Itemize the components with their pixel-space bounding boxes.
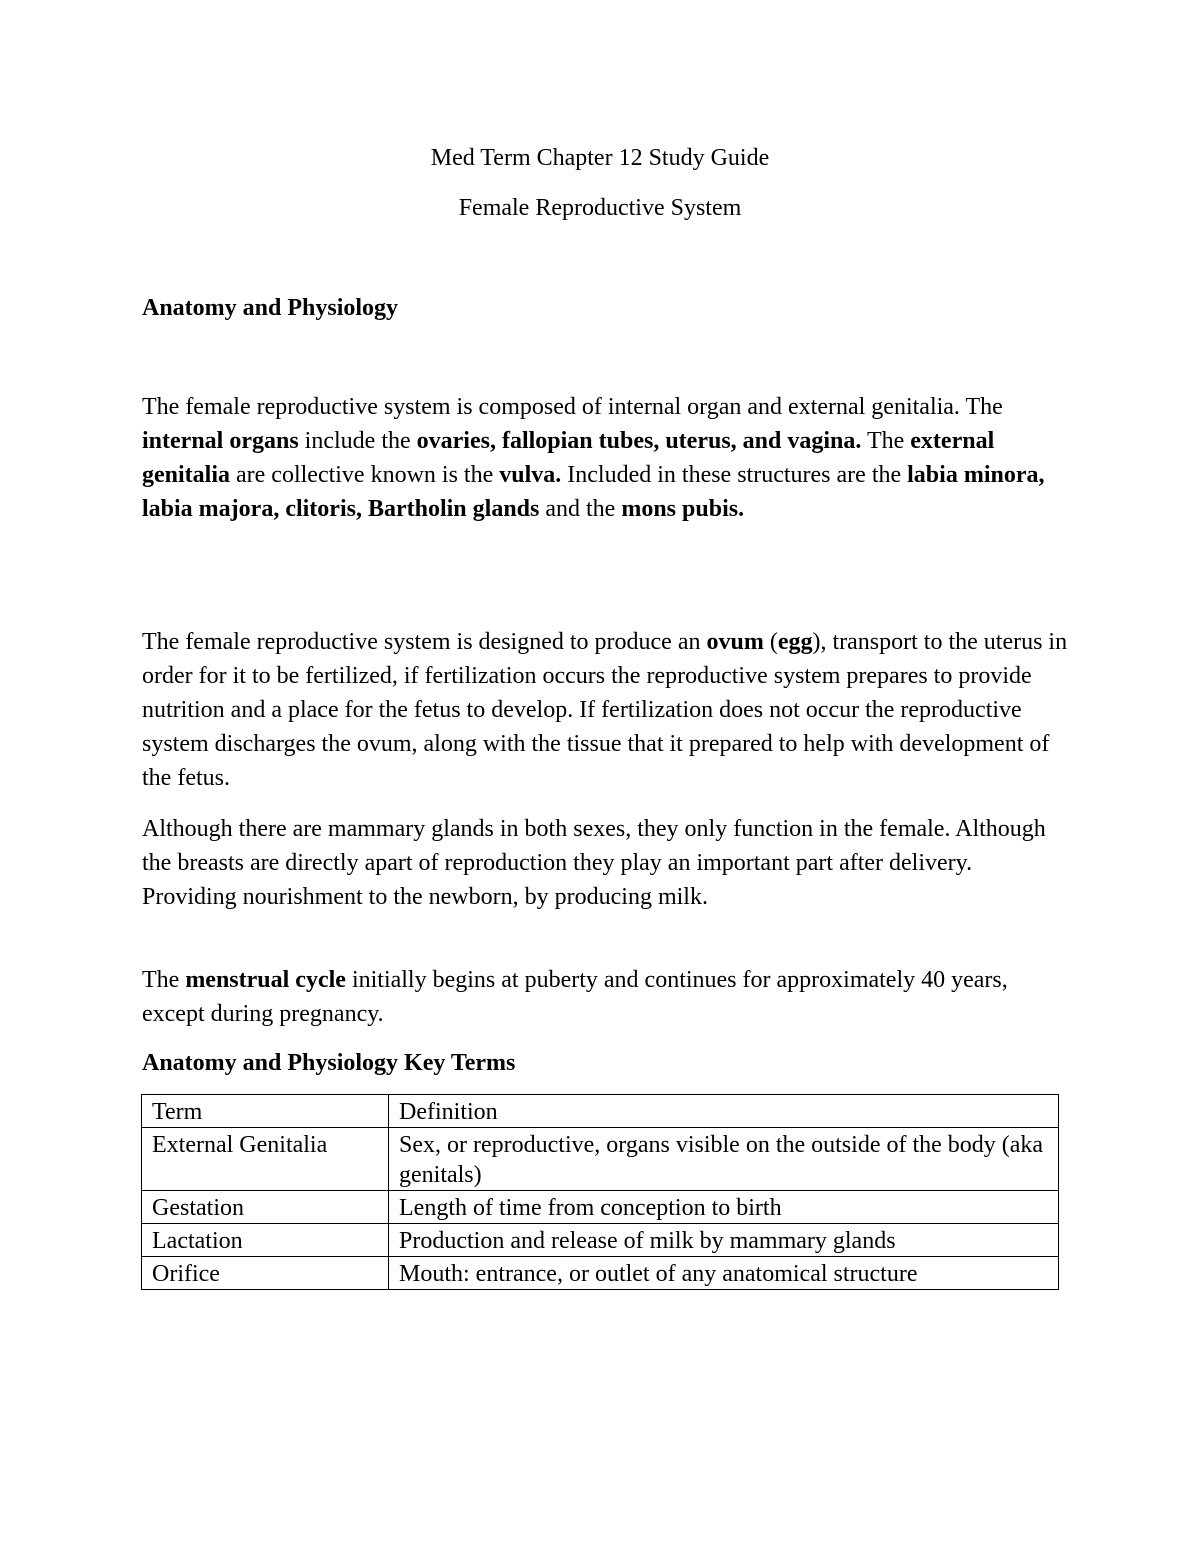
- text-run: The female reproductive system is designed to produce an: [142, 629, 707, 655]
- bold-term: ovum: [706, 629, 764, 655]
- bold-term: labia minora, labia majora, clitoris, Bartholin glands: [142, 462, 1045, 522]
- bold-term: vulva.: [499, 462, 562, 488]
- bold-term: egg: [777, 629, 813, 655]
- definition-cell: Sex, or reproductive, organs visible on the outside of the body (aka genitals): [389, 1128, 1059, 1191]
- text-run: include the: [298, 428, 417, 454]
- document-subtitle: Female Reproductive System: [458, 195, 742, 221]
- term-cell: Lactation: [142, 1224, 389, 1257]
- paragraph-composition: [142, 390, 1072, 526]
- key-terms-heading: Anatomy and Physiology Key Terms: [142, 1050, 516, 1076]
- table-row: [142, 1257, 1059, 1290]
- header-definition: Definition: [389, 1095, 1059, 1128]
- text-run: and the: [539, 496, 622, 522]
- text-run: The: [861, 428, 911, 454]
- header-term: Term: [142, 1095, 389, 1128]
- text-run: The female reproductive system is composed of internal organ and external genitalia. The: [142, 394, 1003, 420]
- definition-cell: Length of time from conception to birth: [389, 1191, 1059, 1224]
- term-cell: External Genitalia: [142, 1128, 389, 1191]
- table-header-row: [142, 1095, 1059, 1128]
- bold-term: menstrual cycle: [185, 967, 346, 993]
- text-run: ), transport to the uterus in order for it to be fertilized, if fertilization occurs the reproductive system prepares to provide nutrition and a place for the fetus to develop. If fertilization does not occur the reproductive system discharges the ovum, along with the tissue that it prepared to help with development of the fetus.: [142, 629, 1068, 791]
- text-run: Included in these structures are the: [561, 462, 908, 488]
- term-cell: Gestation: [142, 1191, 389, 1224]
- bold-term: internal organs: [142, 428, 299, 454]
- text-run: are collective known is the: [230, 462, 500, 488]
- table-row: [142, 1224, 1059, 1257]
- table-row: [142, 1191, 1059, 1224]
- paragraph-function: [142, 625, 1072, 795]
- text-run: initially begins at puberty and continues for approximately 40 years, except during pregnancy.: [142, 967, 1008, 1027]
- bold-term: external genitalia: [142, 428, 995, 488]
- table-row: [142, 1128, 1059, 1191]
- text-run: The: [142, 967, 186, 993]
- term-cell: Orifice: [142, 1257, 389, 1290]
- section-heading: Anatomy and Physiology: [142, 295, 399, 321]
- paragraph-mammary: Although there are mammary glands in both sexes, they only function in the female. Although the breasts are directly apart of reproduction they play an important part after delivery. Providing nourishment to the newborn, by producing milk.: [142, 816, 1046, 910]
- definition-cell: Production and release of milk by mammary glands: [389, 1224, 1059, 1257]
- bold-term: mons pubis.: [621, 496, 745, 522]
- text-run: (: [763, 629, 778, 655]
- document-title: Med Term Chapter 12 Study Guide: [430, 145, 770, 171]
- bold-term: ovaries, fallopian tubes, uterus, and vagina.: [416, 428, 862, 454]
- key-terms-table: [141, 1094, 1059, 1290]
- definition-cell: Mouth: entrance, or outlet of any anatomical structure: [389, 1257, 1059, 1290]
- paragraph-menstrual: [142, 963, 1072, 1031]
